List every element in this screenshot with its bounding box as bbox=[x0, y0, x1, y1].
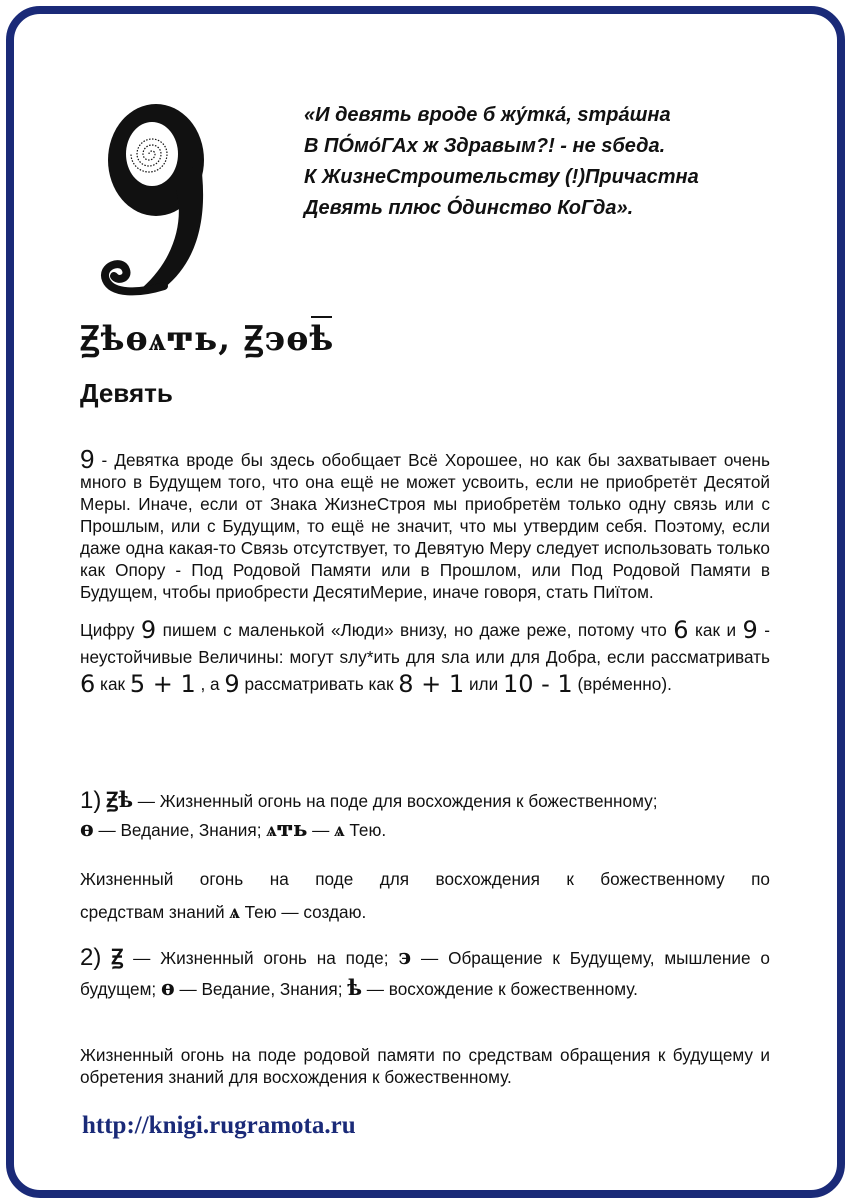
summary-line: Жизненный огонь на поде для восхождения к божественному по bbox=[80, 869, 770, 889]
text: как и bbox=[688, 620, 743, 640]
paragraph-text: - Девятка вроде бы здесь обобщает Всё Хорошее, но как бы захватывает очень много в Будущем того, что она ещё не может усвоить, если не приобретёт Десятой Меры. Иначе, если от Знака ЖизнеСтроя мы приобретём только одну связь или с Прошлым, или с Будущим, то ещё не значит, что мы утвердим себя. Поэтому, если даже одна какая-то Связь отсутствует, то Девятую Меру следует использовать только как Опору - Под Родовой Памяти или в Прошлом, или Под Родовой Памяти в Будущем, чтобы приобрести ДесятиМерие, иначе говоря, стать Пиїтом. bbox=[80, 450, 770, 602]
epigraph-line: Девять плюс О́динство КоГда». bbox=[304, 197, 634, 219]
text: — Обращение к Будущему, мышление о будущем; bbox=[80, 948, 770, 999]
numeral: 8 + 1 bbox=[398, 670, 465, 698]
paragraph-1 bbox=[80, 444, 770, 603]
slavic-glyph: Ꙃ bbox=[111, 944, 124, 969]
slavic-glyph: ѳ bbox=[80, 816, 94, 841]
text: Тею. bbox=[344, 820, 387, 840]
text: — Ведание, Знания; bbox=[93, 820, 267, 840]
text: , а bbox=[195, 674, 225, 694]
list-number: 2) bbox=[80, 944, 102, 971]
site-url-link[interactable]: http://knigi.rugramota.ru bbox=[82, 1112, 356, 1139]
epigraph-line: В ПО́мо́ГАх ж Здравым?! - не sбеда. bbox=[304, 135, 666, 157]
text: пишем с маленькой «Люди» внизу, но даже реже, потому что bbox=[156, 620, 674, 640]
text: - неустойчивые Величины: могут sлу*ить для sла или для Добра, если рассматривать bbox=[80, 620, 770, 667]
text: рассматривать как bbox=[239, 674, 399, 694]
slavic-glyph: Ꙃѣ bbox=[106, 787, 134, 812]
list-item-1 bbox=[80, 786, 770, 844]
text: — Жизненный огонь на поде; bbox=[123, 948, 399, 968]
list-item-1-summary bbox=[80, 864, 770, 928]
lead-numeral: 9 bbox=[80, 444, 95, 474]
epigraph-line: К ЖизнеСтроительству (!)Причастна bbox=[304, 166, 699, 188]
text: — Ведание, Знания; bbox=[174, 979, 348, 999]
slavic-title-titlo-letter: ѣ bbox=[309, 319, 335, 359]
numeral: 6 bbox=[80, 670, 96, 698]
page-title: Девять bbox=[80, 378, 173, 408]
numeral: 9 bbox=[224, 670, 240, 698]
slavic-glyph: ѧͳь bbox=[266, 816, 308, 841]
text: — восхождение к божественному. bbox=[362, 979, 638, 999]
text: — Жизненный огонь на поде для восхождения к божественному; bbox=[133, 791, 658, 811]
numeral: 10 - 1 bbox=[502, 670, 573, 698]
summary-line bbox=[80, 895, 770, 928]
list-number: 1) bbox=[80, 787, 102, 814]
slavic-glyph: ѧ bbox=[229, 898, 240, 923]
epigraph-line: «И девять вроде б жу́тка́, sтра́шна bbox=[304, 104, 671, 126]
text: как bbox=[95, 674, 130, 694]
text: Цифру bbox=[80, 620, 141, 640]
numeral: 6 bbox=[673, 616, 689, 644]
text: (вре́менно). bbox=[572, 674, 672, 694]
text: или bbox=[464, 674, 503, 694]
slavic-title bbox=[80, 314, 334, 360]
slavic-glyph: ѣ bbox=[347, 975, 363, 1000]
list-item-2 bbox=[80, 942, 770, 1004]
slavic-glyph: ϶ bbox=[398, 944, 412, 969]
slavic-title-word1: Ꙃѣѳѧͳь, bbox=[80, 319, 244, 359]
text: Тею — создаю. bbox=[239, 902, 367, 922]
text: — bbox=[307, 820, 335, 840]
list-item-2-summary: Жизненный огонь на поде родовой памяти по средствам обращения к будущему и обретения знаний для восхождения к божественному. bbox=[80, 1045, 770, 1087]
numeral: 9 bbox=[742, 616, 758, 644]
article-body bbox=[80, 444, 770, 698]
text: средствам знаний bbox=[80, 902, 230, 922]
paragraph-2 bbox=[80, 617, 770, 698]
epigraph bbox=[304, 100, 824, 224]
numeral: 5 + 1 bbox=[129, 670, 196, 698]
numeral: 9 bbox=[140, 616, 157, 644]
numeral-nine-icon bbox=[92, 98, 222, 298]
slavic-glyph: ѳ bbox=[161, 975, 175, 1000]
slavic-glyph: ѧ bbox=[334, 816, 345, 841]
slavic-title-word2: Ꙃ϶ѳ bbox=[243, 319, 310, 359]
